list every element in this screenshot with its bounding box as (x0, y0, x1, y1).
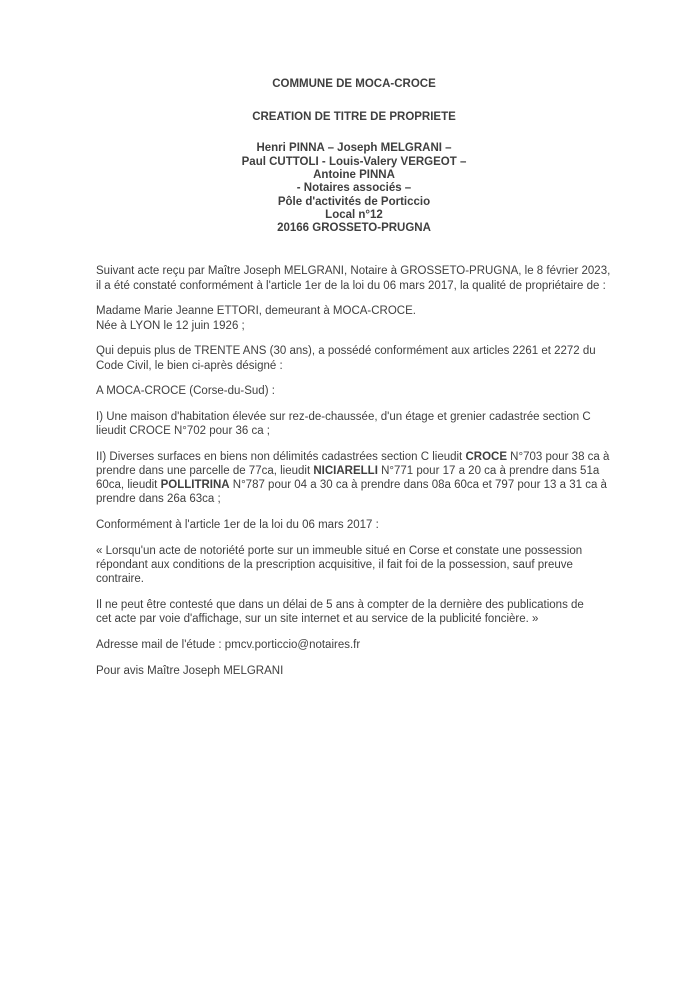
notary-office-block-line (96, 209, 612, 222)
text-run: Suivant acte reçu par Maître Joseph MELGRANI, Notaire à GROSSETO-PRUGNA, le 8 février 2023, (96, 265, 611, 278)
para-proprietaire-line (96, 319, 612, 333)
para-pour-avis (96, 664, 612, 678)
text-run: contraire. (96, 573, 144, 586)
para-pour-avis-line (96, 664, 612, 678)
text-run: I) Une maison d'habitation élevée sur rez-de-chaussée, d'un étage et grenier cadastrée section C (96, 410, 591, 423)
para-citation-2-line (96, 612, 612, 626)
notary-office-block-line (96, 156, 612, 169)
text-run: « Lorsqu'un acte de notoriété porte sur un immeuble situé en Corse et constate une possession (96, 544, 583, 557)
doc-title (96, 110, 612, 124)
para-bien-2-line (96, 478, 612, 492)
text-run: CREATION DE TITRE DE PROPRIETE (252, 111, 456, 124)
doc-commune-title-line (96, 77, 612, 91)
para-proprietaire-line (96, 304, 612, 318)
para-citation-1 (96, 544, 612, 587)
text-run: Madame Marie Jeanne ETTORI, demeurant à MOCA-CROCE. (96, 305, 416, 318)
para-bien-2 (96, 450, 612, 507)
text-run: prendre dans 26a 63ca ; (96, 493, 221, 506)
text-run: Code Civil, le bien ci-après désigné : (96, 359, 283, 372)
para-possession-line (96, 344, 612, 358)
para-acte-recu (96, 264, 612, 292)
text-run: - Notaires associés – (296, 182, 412, 195)
text-run: Henri PINNA – Joseph MELGRANI – (256, 142, 452, 155)
notary-office-block-line (96, 196, 612, 209)
text-run: COMMUNE DE MOCA-CROCE (272, 78, 436, 90)
text-run: A MOCA-CROCE (Corse-du-Sud) : (96, 385, 275, 398)
text-run: lieudit CROCE N°702 pour 36 ca ; (96, 425, 270, 438)
text-run: prendre dans une parcelle de 77ca, lieudit (96, 465, 314, 478)
para-citation-1-line (96, 558, 612, 572)
para-email (96, 638, 612, 652)
text-run: NICIARELLI (313, 465, 378, 478)
para-bien-2-line (96, 450, 612, 464)
text-run: POLLITRINA (160, 479, 230, 492)
text-run: Antoine PINNA (313, 169, 395, 181)
para-acte-recu-line (96, 279, 612, 293)
notary-office-block-line (96, 182, 612, 195)
para-commune-line (96, 384, 612, 398)
text-run: 20166 GROSSETO-PRUGNA (277, 222, 431, 235)
para-commune (96, 384, 612, 398)
para-bien-1-line (96, 410, 612, 424)
notary-office-block-line (96, 222, 612, 235)
para-citation-2-line (96, 598, 612, 612)
text-run: Adresse mail de l'étude : pmcv.porticcio@notaires.fr (96, 638, 361, 651)
text-run: il a été constaté conformément à l'article 1er de la loi du 06 mars 2017, la qualité de propriétaire de : (96, 279, 606, 292)
text-run: Paul CUTTOLI - Louis-Valery VERGEOT – (241, 155, 467, 168)
para-possession (96, 344, 612, 372)
text-run: N°771 pour 17 a 20 ca à prendre dans 51a (377, 465, 600, 478)
para-citation-1-line (96, 572, 612, 586)
notary-office-block-line (96, 142, 612, 155)
doc-title-line (96, 110, 612, 124)
notary-office-block-line (96, 169, 612, 182)
text-run: Conformément à l'article 1er de la loi du 06 mars 2017 : (96, 519, 379, 532)
para-bien-1 (96, 410, 612, 438)
text-run: II) Diverses surfaces en biens non délimités cadastrées section C lieudit (96, 450, 466, 463)
text-run: Local n°12 (325, 208, 383, 221)
para-acte-recu-line (96, 264, 612, 278)
text-run: Pôle d'activités de Porticcio (277, 195, 431, 208)
text-run: répondant aux conditions de la prescription acquisitive, il fait foi de la possession, sauf preuve (96, 559, 573, 572)
para-loi (96, 518, 612, 532)
para-citation-1-line (96, 544, 612, 558)
notary-office-block (96, 142, 612, 235)
text-run: Pour avis Maître Joseph MELGRANI (96, 664, 284, 677)
para-possession-line (96, 359, 612, 373)
para-bien-1-line (96, 424, 612, 438)
para-bien-2-line (96, 464, 612, 478)
para-email-line (96, 638, 612, 652)
text-run: cet acte par voie d'affichage, sur un site internet et au service de la publicité foncière. » (96, 613, 539, 626)
para-citation-2 (96, 598, 612, 626)
para-loi-line (96, 518, 612, 532)
text-run: CROCE (465, 450, 507, 463)
document-body (96, 77, 612, 678)
text-run: N°703 pour 38 ca à (506, 450, 610, 463)
text-run: 60ca, lieudit (96, 479, 161, 492)
text-run: N°787 pour 04 a 30 ca à prendre dans 08a 60ca et 797 pour 13 a 31 ca à (229, 479, 607, 492)
text-run: Qui depuis plus de TRENTE ANS (30 ans), a possédé conformément aux articles 2261 et 2272 du (96, 345, 596, 358)
doc-commune-title (96, 77, 612, 91)
para-proprietaire (96, 304, 612, 332)
text-run: Née à LYON le 12 juin 1926 ; (96, 319, 245, 332)
para-bien-2-line (96, 492, 612, 506)
text-run: Il ne peut être contesté que dans un délai de 5 ans à compter de la dernière des publications de (96, 598, 584, 611)
